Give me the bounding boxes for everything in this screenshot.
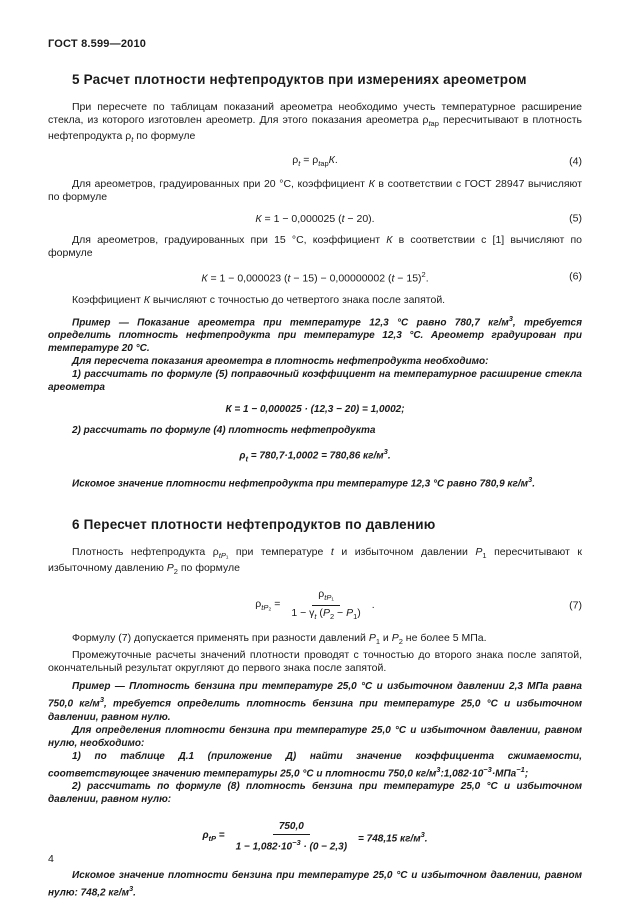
example-1-formula-k xyxy=(48,402,582,416)
example-2-formula-denominator: $1 - 1,082\cdot 10^{-3} \cdot (0 - 2,3)$ xyxy=(235,837,348,853)
formula-4-body: $\rho_t = \rho_{tар}К$. xyxy=(292,154,338,169)
example-2-formula-rhs: = 748,15 $кг/м^3$. xyxy=(358,829,428,845)
paragraph-pressure-limit: Формулу (7) допускается применять при разности давлений $P_1$ и $P_2$ не более 5 МПа. xyxy=(72,632,487,647)
example-1-statement: Пример — Показание ареометра при температуре 12,3 °С равно 780,7 $кг/м^3$, требуется определить плотность нефтепродукта при температуре 12,3 °С. Ареометр градуирован при температуре 20 °С. xyxy=(48,313,583,355)
formula-4 xyxy=(48,154,582,170)
example-2-formula xyxy=(48,820,582,853)
example-1-result: Искомое значение плотности нефтепродукта при температуре 12,3 °С равно 780,9 $кг/м^3$. xyxy=(72,475,535,490)
formula-7-tail: . xyxy=(371,599,375,612)
example-2-block xyxy=(48,680,582,899)
formula-7 xyxy=(48,588,582,623)
formula-5-body: К = 1 − 0,000025 (t − 20). xyxy=(255,212,375,225)
formula-4-number: (4) xyxy=(569,155,582,168)
example-2-formula-fraction xyxy=(230,820,353,853)
page-number: 4 xyxy=(48,853,54,865)
formula-7-denominator: $1 - \gamma_t$ $(P_2 - P_1)$ xyxy=(291,607,361,622)
example-1-block xyxy=(48,312,582,491)
formula-5-number: (5) xyxy=(569,212,582,225)
example-1-step-2: 2) рассчитать по формуле (4) плотность нефтепродукта xyxy=(72,425,376,437)
formula-7-numerator: $\rho_{tP_1}$ xyxy=(312,588,340,606)
example-1-task: Для пересчета показания ареометра в плотность нефтепродукта необходимо: xyxy=(72,356,489,368)
example-1-formula-rho-body: $\rho_t = 780,7\cdot 1,0002 = 780,86$ $кг/м^3$. xyxy=(239,447,391,464)
formula-7-lhs: $\rho_{tP_2}$ = xyxy=(255,597,281,612)
example-2-statement: Пример — Плотность бензина при температуре 25,0 °С и избыточном давлении 2,3 МПа равна 750,0 $кг/м^3$, требуется определить плотность бензина при температуре 25,0 °С и избыточном давлении, равном нулю. xyxy=(48,681,582,723)
example-2-step-1: 1) по таблице Д.1 (приложение Д) найти значение коэффициента сжимаемости, соответствующее значению температуры 25,0 °С и плотности 750,0 $кг/м^3:1,082\cdot 10^{-3}\cdot МПа^{-1}$; xyxy=(48,750,582,779)
formula-6-body: К = 1 − 0,000023 (t − 15) − 0,00000002 $(t - 15)^2$. xyxy=(201,270,429,285)
formula-7-number: (7) xyxy=(569,599,582,612)
formula-6-number: (6) xyxy=(569,270,582,283)
section-5-heading: 5 Расчет плотности нефтепродуктов при измерениях ареометром xyxy=(72,72,527,87)
example-1-formula-rho xyxy=(48,445,582,465)
example-2-task: Для определения плотности бензина при температуре 25,0 °С и избыточном давлении, равном нулю, необходимо: xyxy=(48,724,582,749)
paragraph-hydrometer-20: Для ареометров, градуированных при 20 °С, коэффициент К в соответствии с ГОСТ 28947 вычисляют по формуле xyxy=(48,178,583,204)
example-2-formula-lhs: $\rho_{tP}$ = xyxy=(202,829,225,843)
example-1-step-1: 1) рассчитать по формуле (5) поправочный коэффициент на температурное расширение стекла ареометра xyxy=(48,369,582,394)
example-2-step-2: 2) рассчитать по формуле (8) плотность бензина при температуре 25,0 °С и избыточном давлении, равном нулю: xyxy=(48,780,582,805)
paragraph-rounding-rule: Промежуточные расчеты значений плотности проводят с точностью до второго знака после запятой, окончательный результат округляют до первого знака после запятой. xyxy=(48,649,582,675)
section-5-intro-paragraph: При пересчете по таблицам показаний ареометра необходимо учесть температурное расширение стекла, из которого изготовлен ареометр. Для этого показания ареометра $\rho_{tар}$ пересчитывают в плотность нефтепродукта $\rho_t$ по формуле xyxy=(48,101,582,145)
document-header: ГОСТ 8.599—2010 xyxy=(48,38,147,50)
formula-7-fraction xyxy=(285,588,366,623)
example-1-formula-k-body: К = 1 − 0,000025 · (12,3 − 20) = 1,0002; xyxy=(225,403,405,415)
section-6-intro-paragraph: Плотность нефтепродукта $\rho_{tP_1}$ при температуре t и избыточном давлении $P_1$ пересчитывают к избыточному давлению $P_2$ по формуле xyxy=(48,545,582,576)
section-6-heading: 6 Пересчет плотности нефтепродуктов по давлению xyxy=(72,516,436,532)
example-2-result: Искомое значение плотности бензина при температуре 25,0 °С и избыточном давлении, равном нулю: 748,2 $кг/м^3$. xyxy=(48,870,582,899)
formula-5 xyxy=(48,212,582,226)
example-2-formula-numerator: 750,0 xyxy=(273,820,310,835)
paragraph-hydrometer-15: Для ареометров, градуированных при 15 °С, коэффициент К в соответствии с [1] вычисляют по формуле xyxy=(48,234,582,260)
formula-6 xyxy=(48,268,582,286)
paragraph-coefficient-precision: Коэффициент К вычисляют с точностью до четвертого знака после запятой. xyxy=(72,293,446,306)
